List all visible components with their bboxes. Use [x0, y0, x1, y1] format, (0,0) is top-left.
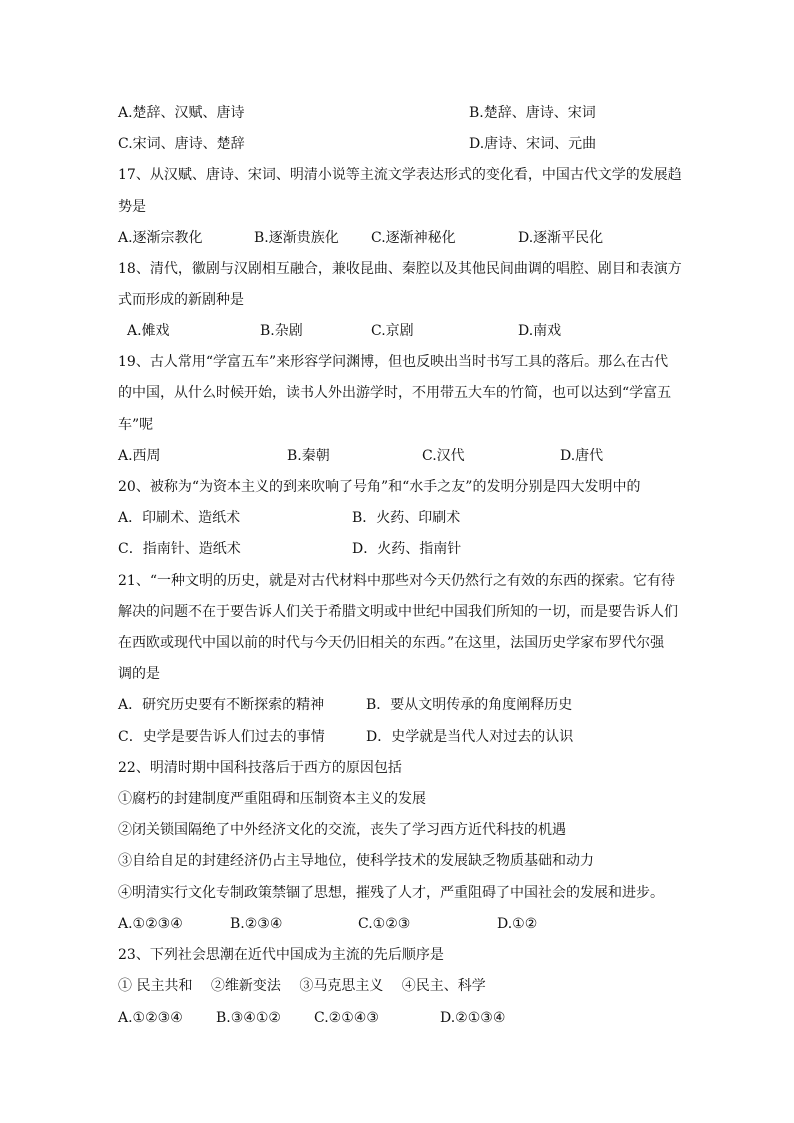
q16-option-d: D.唐诗、宋词、元曲: [469, 136, 597, 152]
q21-option-d: D．史学就是当代人对过去的认识: [366, 729, 574, 745]
q23-stem: 23、下列社会思潮在近代中国成为主流的先后顺序是: [118, 947, 444, 963]
q21-stem-line: 解决的问题不在于要告诉人们关于希腊文明或中世纪中国我们所知的一切，而是要告诉人们: [118, 604, 678, 620]
q18-option-a: A.傩戏: [127, 323, 170, 339]
q21-stem-line: 调的是: [118, 666, 160, 682]
q22-option-c: C.①②③: [358, 916, 411, 932]
q22-option-a: A.①②③④: [118, 916, 183, 932]
q23-option-b: B.③④①②: [216, 1010, 281, 1026]
q18-option-b: B.杂剧: [260, 323, 303, 339]
q17-option-b: B.逐渐贵族化: [254, 230, 339, 246]
q21-option-a: A．研究历史要有不断探索的精神: [118, 697, 325, 713]
q19-option-d: D.唐代: [560, 448, 604, 464]
q21-stem-line: 21、“一种文明的历史，就是对古代材料中那些对今天仍然行之有效的东西的探索。它有待: [118, 573, 675, 589]
q17-option-d: D.逐渐平民化: [518, 230, 604, 246]
q17-stem-line: 17、从汉赋、唐诗、宋词、明清小说等主流文学表达形式的变化看，中国古代文学的发展趋: [118, 167, 682, 183]
q17-option-c: C.逐渐神秘化: [371, 230, 456, 246]
q22-item: ②闭关锁国隔绝了中外经济文化的交流，丧失了学习西方近代科技的机遇: [118, 822, 566, 838]
q18-stem-line: 式而形成的新剧种是: [118, 292, 244, 308]
q23-option-d: D.②①③④: [440, 1010, 506, 1026]
q18-option-c: C.京剧: [371, 323, 414, 339]
q22-option-d: D.①②: [497, 916, 538, 932]
q18-stem-line: 18、清代，徽剧与汉剧相互融合，兼收昆曲、秦腔以及其他民间曲调的唱腔、剧目和表演方: [118, 261, 682, 277]
q19-option-b: B.秦朝: [287, 448, 330, 464]
q21-option-b: B．要从文明传承的角度阐释历史: [366, 697, 573, 713]
q19-option-a: A.西周: [118, 448, 161, 464]
q23-option-c: C.②①④③: [314, 1010, 379, 1026]
q17-option-a: A.逐渐宗教化: [118, 230, 203, 246]
q23-option-a: A.①②③④: [118, 1010, 183, 1026]
q20-stem: 20、被称为“为资本主义的到来吹响了号角”和“水手之友”的发明分别是四大发明中的: [118, 479, 641, 495]
q16-option-c: C.宋词、唐诗、楚辞: [118, 136, 245, 152]
q21-stem-line: 在西欧或现代中国以前的时代与今天仍旧相关的东西。”在这里，法国历史学家布罗代尔强: [118, 635, 665, 651]
q22-option-b: B.②③④: [230, 916, 283, 932]
q19-option-c: C.汉代: [422, 448, 465, 464]
q23-items: ① 民主共和 ②维新变法 ③马克思主义 ④民主、科学: [118, 978, 486, 994]
q19-stem-line: 的中国，从什么时候开始，读书人外出游学时，不用带五大车的竹简，也可以达到“学富五: [118, 385, 672, 401]
q22-item: ④明清实行文化专制政策禁锢了思想，摧残了人才，严重阻碍了中国社会的发展和进步。: [118, 885, 664, 901]
q20-option-d: D．火药、指南针: [352, 541, 462, 557]
q20-option-b: B．火药、印刷术: [352, 510, 461, 526]
q18-option-d: D.南戏: [518, 323, 562, 339]
q22-item: ③自给自足的封建经济仍占主导地位，使科学技术的发展缺乏物质基础和动力: [118, 853, 594, 869]
q19-stem-line: 车”呢: [118, 417, 154, 433]
q20-option-a: A．印刷术、造纸术: [118, 510, 241, 526]
q22-stem: 22、明清时期中国科技落后于西方的原因包括: [118, 760, 402, 776]
q20-option-c: C．指南针、造纸术: [118, 541, 241, 557]
q16-option-a: A.楚辞、汉赋、唐诗: [118, 105, 245, 121]
q16-option-b: B.楚辞、唐诗、宋词: [469, 105, 596, 121]
q17-stem-line: 势是: [118, 199, 146, 215]
q21-option-c: C．史学是要告诉人们过去的事情: [118, 729, 325, 745]
q22-item: ①腐朽的封建制度严重阻碍和压制资本主义的发展: [118, 791, 426, 807]
q19-stem-line: 19、古人常用“学富五车”来形容学问渊博，但也反映出当时书写工具的落后。那么在古代: [118, 354, 669, 370]
